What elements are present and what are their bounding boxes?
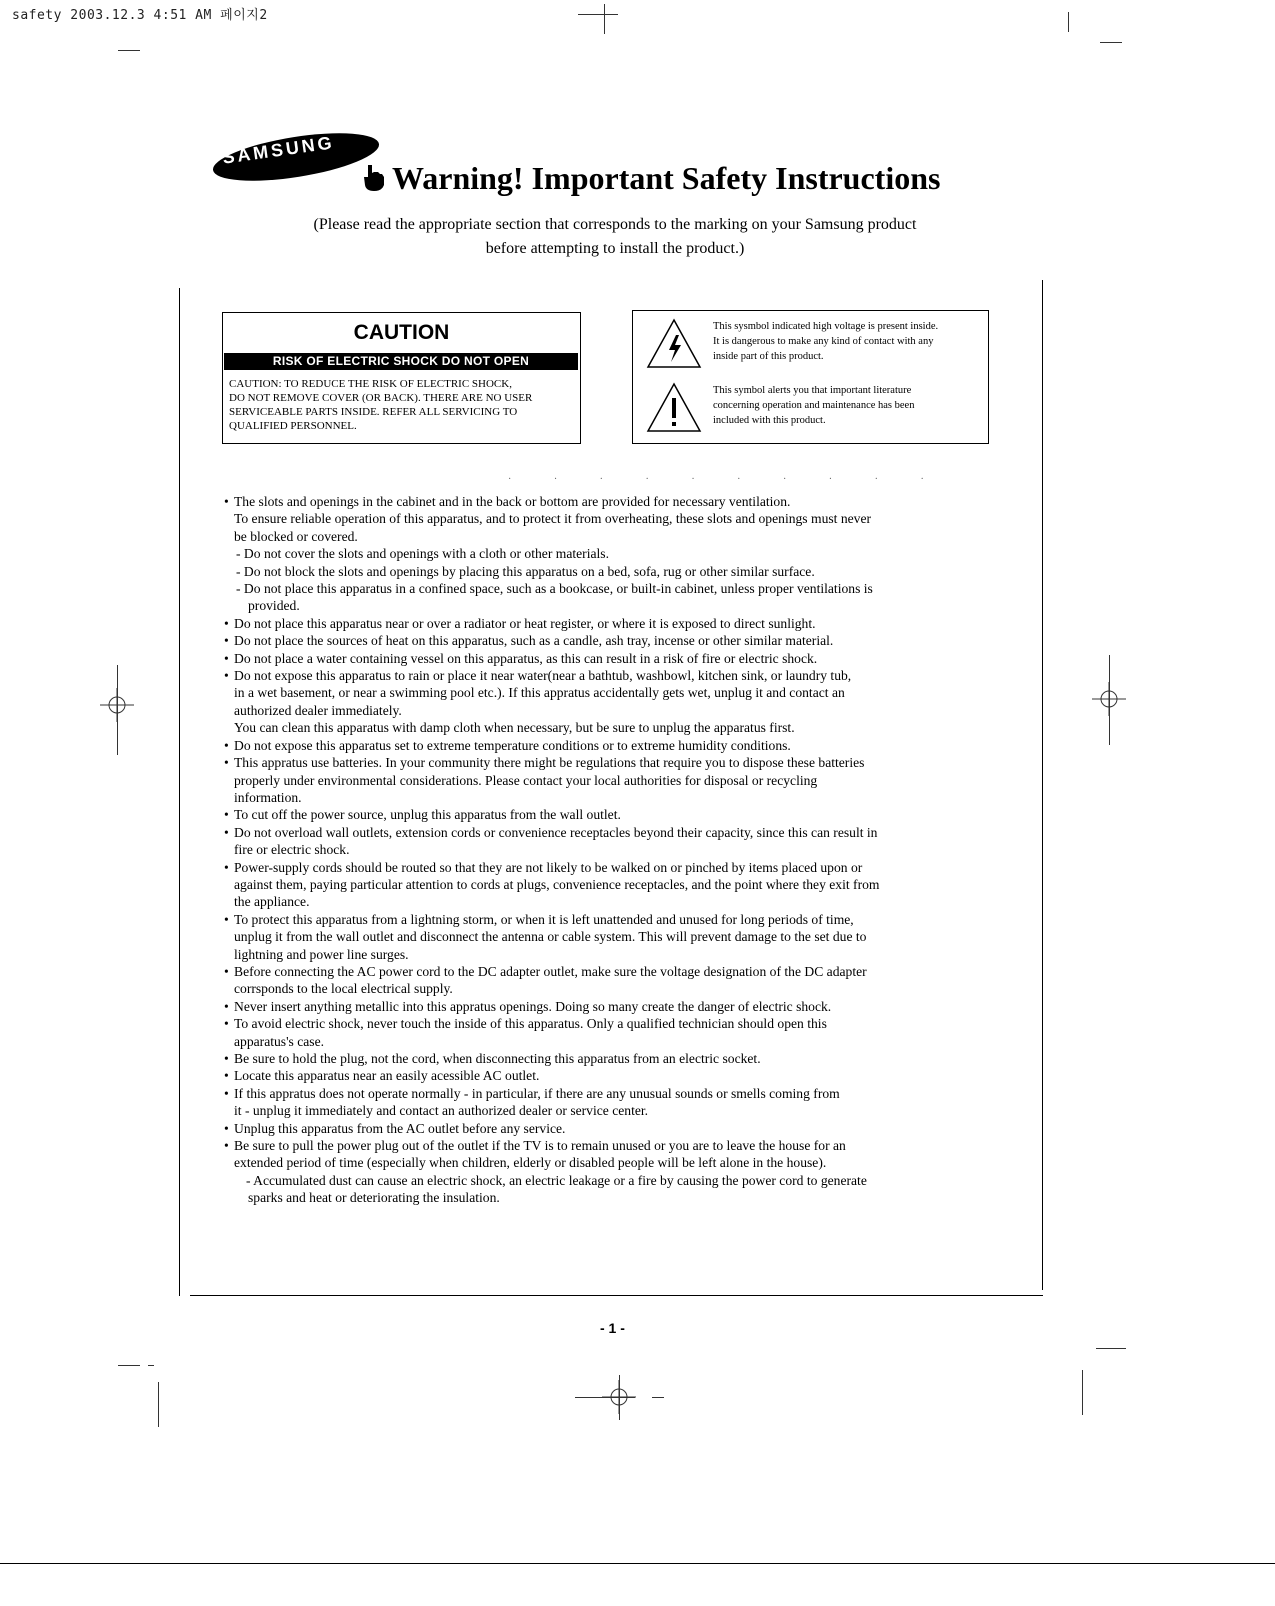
crop-mark (158, 1382, 159, 1427)
instruction-line: - Do not place this apparatus in a confined space, such as a bookcase, or built-in cabinet, unless proper ventilations is (236, 581, 873, 597)
instruction-item: • Do not overload wall outlets, extension cords or convenience receptacles beyond their capacity, since this can result in (224, 824, 1004, 841)
caution-text (229, 377, 579, 433)
print-header: safety 2003.12.3 4:51 AM 페이지2 (12, 8, 268, 23)
instruction-item: • This appratus use batteries. In your community there might be regulations that require you to dispose these batteries (224, 754, 1004, 771)
subtitle-line: before attempting to install the product.) (485, 240, 745, 257)
caution-line: DO NOT REMOVE COVER (OR BACK). THERE ARE NO USER (229, 392, 533, 404)
crop-mark (1100, 42, 1122, 43)
frame-line (190, 1295, 1043, 1296)
instruction-item: • Before connecting the AC power cord to the DC adapter outlet, make sure the voltage designation of the DC adapter (224, 963, 1004, 980)
subtitle (240, 213, 990, 261)
instruction-item: • Be sure to hold the plug, not the cord, when disconnecting this apparatus from an electric socket. (224, 1050, 1004, 1067)
instruction-item: • Do not place a water containing vessel on this apparatus, as this can result in a risk of fire or electric shock. (224, 650, 1004, 667)
symbol-line: It is dangerous to make any kind of contact with any (713, 336, 934, 347)
scan-noise: · · · · · · · · · · (508, 474, 944, 485)
crop-mark (148, 1365, 154, 1366)
instruction-line: corrsponds to the local electrical supply. (234, 981, 453, 997)
instruction-line: lightning and power line surges. (234, 946, 409, 962)
crop-mark (578, 14, 618, 15)
literature-symbol-text (713, 383, 985, 428)
symbol-line: included with this product. (713, 415, 826, 426)
crop-mark (619, 1375, 620, 1420)
crop-mark (1109, 655, 1110, 745)
instruction-line: You can clean this apparatus with damp cloth when necessary, but be sure to unplug the apparatus first. (234, 720, 795, 736)
page-number: - 1 - (600, 1320, 625, 1336)
instruction-line: - Accumulated dust can cause an electric shock, an electric leakage or a fire by causing the power cord to generate (246, 1172, 867, 1188)
instruction-item: • Do not place this apparatus near or over a radiator or heat register, or where it is exposed to direct sunlight. (224, 615, 1004, 632)
crop-mark (652, 1397, 664, 1398)
instruction-line: sparks and heat or deteriorating the insulation. (248, 1190, 500, 1206)
caution-bar: RISK OF ELECTRIC SHOCK DO NOT OPEN (224, 353, 578, 370)
instruction-line: authorized dealer immediately. (234, 702, 402, 718)
instruction-line: apparatus's case. (234, 1033, 325, 1049)
hand-icon (360, 163, 388, 201)
instruction-item: • To cut off the power source, unplug this apparatus from the wall outlet. (224, 806, 1004, 823)
instruction-line: be blocked or covered. (234, 528, 358, 544)
instruction-item: • Be sure to pull the power plug out of the outlet if the TV is to remain unused or you are to leave the house for an (224, 1137, 1004, 1154)
crop-mark (1096, 1348, 1126, 1349)
caution-title: CAUTION (353, 321, 450, 344)
frame-line (179, 288, 180, 1296)
instruction-line: fire or electric shock. (234, 842, 350, 858)
symbol-line: This symbol alerts you that important literature (713, 385, 912, 396)
instruction-line: in a wet basement, or near a swimming pool etc.). If this appratus accidentally gets wet, unplug it and contact an (234, 685, 845, 701)
instruction-line: extended period of time (especially when children, elderly or disabled people will be left alone in the house). (234, 1155, 827, 1171)
instruction-line: properly under environmental considerations. Please contact your local authorities for disposal or recycling (234, 772, 818, 788)
instruction-item: • The slots and openings in the cabinet and in the back or bottom are provided for necessary ventilation. (224, 493, 1004, 510)
exclamation-warning-icon (645, 381, 703, 435)
page-title (360, 160, 940, 201)
instruction-item: • Never insert anything metallic into this appratus openings. Doing so many create the danger of electric shock. (224, 998, 1004, 1015)
instruction-line: it - unplug it immediately and contact an authorized dealer or service center. (234, 1103, 649, 1119)
frame-line (1042, 280, 1043, 1290)
instruction-line: To ensure reliable operation of this apparatus, and to protect it from overheating, these slots and openings must never (234, 511, 872, 527)
instruction-item: • Do not place the sources of heat on this apparatus, such as a candle, ash tray, incense or other similar material. (224, 632, 1004, 649)
instruction-item: • If this appratus does not operate normally - in particular, if there are any unusual sounds or smells coming from (224, 1085, 1004, 1102)
instruction-item: • Power-supply cords should be routed so that they are not likely to be walked on or pinched by items placed upon or (224, 859, 1004, 876)
symbol-line: concerning operation and maintenance has been (713, 400, 915, 411)
instruction-item: • Do not expose this apparatus set to extreme temperature conditions or to extreme humidity conditions. (224, 737, 1004, 754)
caution-line: CAUTION: TO REDUCE THE RISK OF ELECTRIC SHOCK, (229, 378, 512, 390)
instruction-line: against them, paying particular attention to cords at plugs, convenience receptacles, and the point where they exit from (234, 876, 880, 892)
instruction-item: • To protect this apparatus from a lightning storm, or when it is left unattended and unused for long periods of time, (224, 911, 1004, 928)
crop-mark (117, 665, 118, 755)
safety-instructions (224, 493, 1004, 1207)
crop-mark (118, 1365, 140, 1366)
logo-text: SAMSUNG (221, 132, 336, 168)
crop-mark (575, 1397, 635, 1398)
instruction-line: provided. (248, 598, 300, 614)
symbol-line: This sysmbol indicated high voltage is present inside. (713, 321, 939, 332)
high-voltage-icon (645, 317, 703, 371)
instruction-line: information. (234, 789, 302, 805)
instruction-line: the appliance. (234, 894, 310, 910)
symbol-legend (632, 310, 989, 444)
instruction-line: - Do not cover the slots and openings with a cloth or other materials. (236, 546, 609, 562)
caution-label (222, 312, 581, 444)
instruction-item: • Locate this apparatus near an easily acessible AC outlet. (224, 1067, 1004, 1084)
title-text: Warning! Important Safety Instructions (392, 160, 941, 196)
crop-mark (1082, 1370, 1083, 1415)
caution-line: QUALIFIED PERSONNEL. (229, 420, 357, 432)
instruction-line: unplug it from the wall outlet and disconnect the antenna or cable system. This will prevent damage to the set due to (234, 929, 867, 945)
subtitle-line: (Please read the appropriate section that corresponds to the marking on your Samsung product (313, 216, 917, 233)
crop-mark (1068, 12, 1069, 32)
instruction-item: • Do not expose this apparatus to rain or place it near water(near a bathtub, washbowl, kitchen sink, or laundry tub, (224, 667, 1004, 684)
caution-line: SERVICEABLE PARTS INSIDE. REFER ALL SERVICING TO (229, 406, 518, 418)
instruction-item: • To avoid electric shock, never touch the inside of this apparatus. Only a qualified technician should open this (224, 1015, 1004, 1032)
page-bottom-rule (0, 1563, 1275, 1564)
voltage-symbol-text (713, 319, 985, 364)
symbol-line: inside part of this product. (713, 351, 824, 362)
instruction-item: • Unplug this apparatus from the AC outlet before any service. (224, 1120, 1004, 1137)
crop-mark (604, 4, 605, 34)
instruction-line: - Do not block the slots and openings by placing this apparatus on a bed, sofa, rug or other similar surface. (236, 563, 815, 579)
crop-mark (118, 50, 140, 51)
